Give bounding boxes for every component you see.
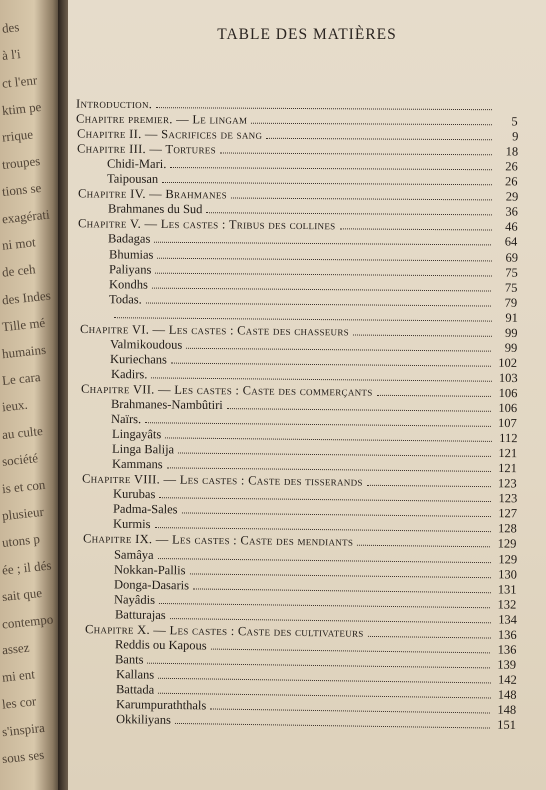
toc-entry-label: Brahmanes du Sud [107, 201, 203, 217]
dot-leader [181, 513, 490, 518]
facing-page-text: des Indes [1, 287, 52, 308]
toc-entry-label: Chidi-Mari. [106, 156, 167, 172]
toc-entry-label: Naïrs. [111, 411, 142, 427]
toc-entry-label: Kurmis [112, 516, 151, 532]
dot-leader [193, 588, 491, 593]
toc-page-number: 130 [497, 566, 517, 582]
dot-leader [211, 648, 491, 653]
toc-entry-label: Donga-Dasaris [113, 577, 190, 592]
facing-page-text: is et con [1, 476, 46, 497]
toc-entry-label: Introduction. [75, 96, 153, 112]
dot-leader [155, 527, 491, 532]
facing-page-text: à l'i [1, 46, 22, 63]
dot-leader [151, 377, 491, 381]
toc-page-number: 29 [505, 189, 518, 204]
dot-leader [157, 558, 491, 563]
dot-leader [210, 708, 490, 713]
toc-page-number: 123 [498, 476, 518, 491]
toc-entry-label: Badagas [108, 231, 151, 247]
facing-page-text: rrique [1, 126, 34, 145]
toc-page-number: 26 [505, 159, 518, 174]
toc-entry-label: Bants [115, 652, 144, 667]
toc-page-number: 142 [497, 672, 517, 687]
dot-leader [165, 437, 491, 441]
dot-leader [170, 167, 491, 170]
toc-entry-label: Chapitre IX. — Les castes : Caste des mendiants [83, 531, 354, 550]
facing-page-text: mi ent [1, 666, 36, 685]
dot-leader [206, 213, 491, 216]
facing-page-text: société [1, 450, 39, 469]
toc-page-number: 123 [498, 491, 517, 506]
toc-entry-label: Chapitre II. — Sacrifices de sang [76, 126, 262, 142]
toc-page-number: 129 [497, 551, 517, 566]
facing-page-text: ieux. [1, 396, 29, 415]
facing-page-text: tions se [1, 179, 42, 200]
dot-leader [146, 302, 491, 306]
toc-page-number: 36 [505, 204, 518, 219]
dot-leader [162, 182, 491, 185]
toc-entry-label: Nokkan-Pallis [113, 562, 186, 577]
toc-entry-label: Okkiliyans [116, 712, 172, 727]
dot-leader [169, 618, 490, 623]
dot-leader [367, 636, 490, 639]
dot-leader [230, 198, 491, 201]
dot-leader [156, 107, 492, 110]
toc-entry-label: Taipousan [107, 171, 159, 187]
dot-leader [175, 723, 490, 729]
facing-page-text: assez [1, 639, 31, 658]
facing-page-text: exagérati [1, 206, 51, 227]
toc-page-number: 91 [504, 310, 518, 325]
facing-page-text: ée ; il dés [1, 557, 53, 578]
toc-page-number: 106 [498, 385, 518, 401]
dot-leader [339, 229, 491, 231]
toc-page-number: 99 [504, 340, 518, 355]
toc-page-number: 131 [497, 581, 517, 597]
toc-entry-label: Battada [115, 682, 155, 697]
toc-entry-label: Kammans [111, 456, 163, 472]
toc-entry-label: Kadirs. [110, 366, 148, 382]
dot-leader [266, 138, 492, 140]
toc-entry-label: Chapitre VI. — Les castes : Caste des chasseurs [79, 321, 349, 339]
facing-page-text: ct l'enr [1, 72, 38, 91]
toc-page-number: 102 [498, 355, 518, 370]
toc-entry-label: Batturajas [114, 607, 166, 622]
toc-entry-label: Chapitre VII. — Les castes : Caste des commerçants [80, 381, 373, 399]
toc-page-number: 139 [497, 657, 517, 672]
toc-page-number: 129 [497, 536, 517, 552]
dot-leader [113, 317, 491, 321]
toc-entry-label: Chapitre X. — Les castes : Caste des cultivateurs [84, 621, 364, 640]
toc-page-number: 106 [498, 400, 518, 416]
dot-leader [157, 257, 492, 261]
dot-leader [171, 362, 491, 366]
toc-page-number: 5 [511, 114, 518, 129]
toc-entry-label: Samâya [113, 547, 154, 562]
toc-page-number: 148 [497, 687, 517, 702]
dot-leader [189, 573, 490, 578]
dot-leader [353, 334, 492, 336]
dot-leader [152, 287, 492, 291]
toc-entry-label: Todas. [109, 291, 143, 307]
toc-page-number: 136 [497, 627, 517, 642]
toc-page-number: 148 [497, 702, 517, 717]
toc-page-number: 127 [498, 506, 517, 521]
page-title: TABLE DES MATIÈRES [217, 26, 397, 43]
toc-entry-label: Brahmanes-Nambûtiri [110, 396, 223, 413]
facing-page-text: les cor [1, 693, 37, 712]
toc-page-number: 134 [497, 612, 517, 627]
toc-entry-label: Padma-Sales [112, 501, 178, 517]
toc-entry-label: Linga Balija [111, 441, 175, 457]
toc-entry-label: Kuriechans [110, 351, 168, 367]
dot-leader [145, 422, 491, 427]
toc-entry-label: Paliyans [108, 261, 152, 277]
toc-page-number: 132 [497, 597, 517, 612]
dot-leader [227, 408, 491, 412]
toc-entry-label: Valmikoudous [109, 336, 183, 352]
facing-page-text: plusieur [1, 503, 45, 524]
dot-leader [186, 348, 491, 352]
toc-entry-label: Chapitre V. — Les castes : Tribus des collines [77, 216, 336, 233]
toc-page-number: 9 [511, 129, 518, 144]
toc-page-number: 128 [497, 521, 517, 536]
toc-entry-label: Reddis ou Kapous [114, 637, 207, 653]
toc-entry-label: Chapitre III. — Tortures [76, 141, 216, 157]
dot-leader [159, 497, 491, 502]
toc-page-number: 121 [498, 461, 518, 476]
facing-page-text: au culte [1, 422, 44, 443]
toc-entry-label: Kondhs [108, 276, 148, 292]
toc-entry-label: Chapitre IV. — Brahmanes [77, 186, 227, 202]
facing-page-text: ktim pe [1, 98, 42, 119]
toc-page-number: 18 [505, 144, 518, 159]
toc-page-number: 121 [498, 446, 518, 461]
facing-page-text: des [1, 19, 21, 36]
facing-page-text: Le cara [1, 369, 42, 388]
dot-leader [220, 153, 492, 156]
facing-page [0, 0, 62, 790]
toc-entry-label: Nayâdis [114, 592, 156, 607]
dot-leader [159, 603, 490, 608]
facing-page-text: sait que [1, 584, 43, 605]
toc-page-number: 46 [505, 220, 518, 235]
toc-entry-label: Kallans [115, 667, 154, 682]
dot-leader [376, 395, 491, 397]
toc-entry-label: Kurubas [112, 486, 156, 502]
toc-page-number: 103 [498, 370, 518, 385]
toc-entry-label: Karumpuraththals [116, 697, 207, 713]
facing-page-text: sous ses [1, 746, 45, 767]
toc-page-number: 79 [504, 295, 518, 310]
toc-page-number: 26 [505, 174, 518, 189]
toc-page-number: 69 [505, 250, 518, 265]
toc-page-number: 64 [505, 234, 518, 250]
facing-page-text: humains [1, 341, 47, 362]
toc-page-number: 112 [498, 431, 518, 446]
facing-page-text: s'inspira [1, 719, 46, 740]
facing-page-text: troupes [1, 153, 41, 172]
facing-page-text: de ceh [1, 261, 37, 280]
toc-page-number: 136 [497, 642, 517, 657]
toc-page-number: 75 [504, 265, 518, 280]
dot-leader [155, 242, 492, 246]
dot-leader [357, 545, 490, 548]
facing-page-text: ni mot [1, 234, 37, 253]
facing-page-text: Tille mé [1, 314, 46, 335]
dot-leader [252, 123, 492, 126]
toc-page-number: 75 [504, 280, 518, 295]
toc-page-number: 99 [504, 325, 518, 340]
dot-leader [167, 468, 491, 473]
facing-page-text: utons p [1, 531, 41, 550]
toc-entry-label: Chapitre premier. — Le lingam [76, 111, 248, 127]
toc-entry-label: Lingayâts [111, 426, 161, 442]
toc-page-number: 107 [498, 415, 518, 431]
toc-entry-label: Bhumias [108, 246, 154, 262]
dot-leader [178, 453, 491, 457]
toc-page-number: 151 [497, 717, 517, 732]
toc-page [68, 0, 546, 790]
dot-leader [367, 485, 491, 487]
dot-leader [155, 272, 491, 276]
toc-entry-label: Chapitre VIII. — Les castes : Caste des tisserands [82, 471, 364, 489]
facing-page-text: contempo [1, 611, 54, 632]
